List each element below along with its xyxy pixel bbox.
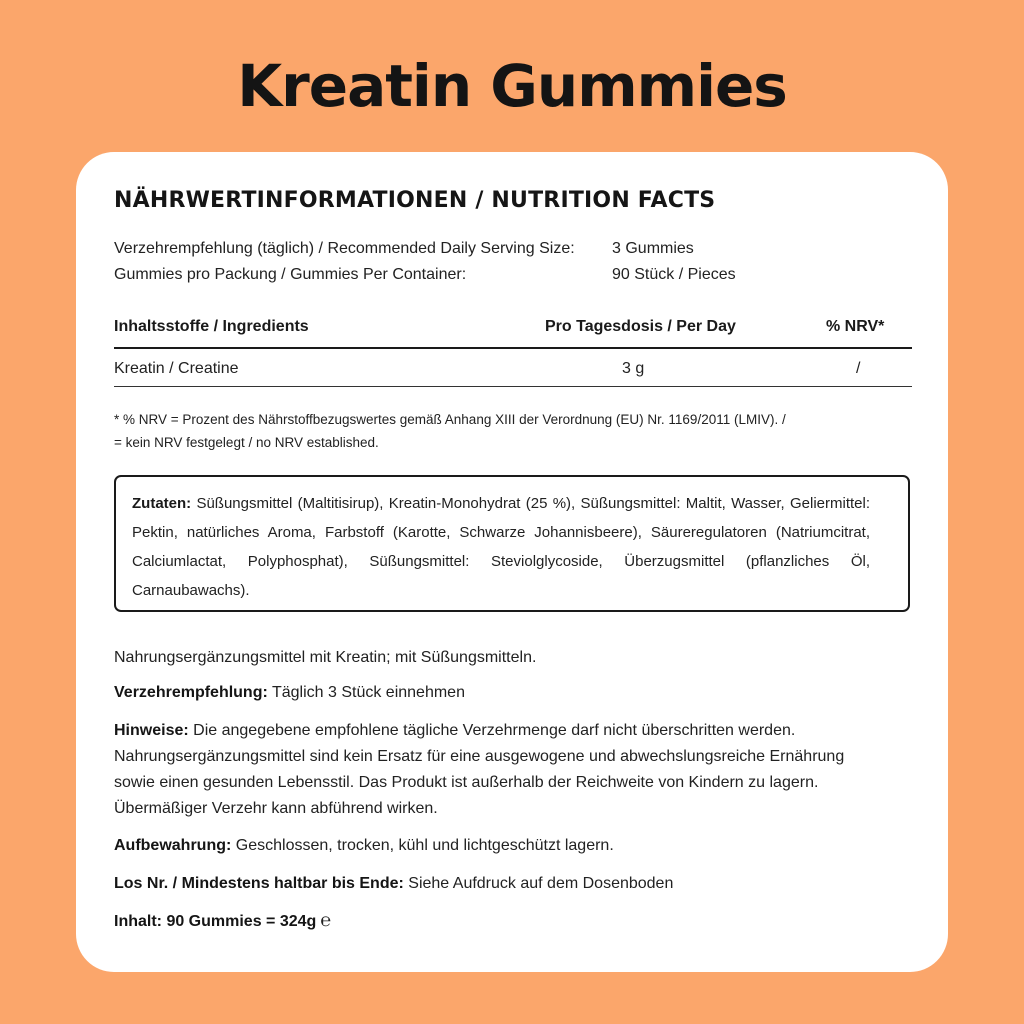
contents-text: Inhalt: 90 Gummies = 324g	[114, 913, 317, 930]
nrv-cell: /	[856, 360, 861, 377]
ingredients-label: Zutaten:	[132, 495, 192, 512]
ingredient-cell: Kreatin / Creatine	[114, 360, 239, 377]
page-title: Kreatin Gummies	[237, 52, 787, 120]
storage-label: Aufbewahrung:	[114, 837, 232, 854]
notes-label: Hinweise:	[114, 722, 189, 739]
dosage-label: Verzehrempfehlung:	[114, 684, 268, 701]
nutrition-card	[76, 152, 948, 972]
nrv-footnote	[114, 408, 874, 454]
ingredients-text: Süßungsmittel (Maltitisirup), Kreatin-Monohydrat (25 %), Süßungsmittel: Maltit, Wasser, Geliermittel: Pektin, natürliches Aroma, Farbstoff (Karotte, Schwarze Johannisbeere), Säureregulatoren (Natriumcitrat, Calciumlactat, Polyphosphat), Süßungsmittel: Steviolglycoside, Überzugsmittel (pflanzliches Öl, Carnaubawachs).	[132, 495, 870, 599]
dosage-text: Täglich 3 Stück einnehmen	[271, 684, 465, 701]
nutrition-table-header	[114, 318, 912, 348]
notes-block	[114, 718, 869, 822]
storage-line	[114, 833, 874, 859]
contents-line	[114, 908, 874, 935]
per-container-label: Gummies pro Packung / Gummies Per Container:	[114, 266, 467, 283]
product-type-text: Nahrungsergänzungsmittel mit Kreatin; mit Süßungsmitteln.	[114, 649, 537, 666]
column-header-ingredients: Inhaltsstoffe / Ingredients	[114, 318, 309, 335]
estimated-sign-icon: ℮	[320, 910, 332, 931]
batch-text: Siehe Aufdruck auf dem Dosenboden	[408, 875, 674, 892]
batch-label: Los Nr. / Mindestens haltbar bis Ende:	[114, 875, 404, 892]
ingredients-box	[114, 475, 910, 612]
column-header-per-day: Pro Tagesdosis / Per Day	[545, 318, 736, 335]
notes-text: Die angegebene empfohlene tägliche Verzehrmenge darf nicht überschritten werden. Nahrungsergänzungsmittel sind kein Ersatz für eine ausgewogene und abwechslungsreiche Ernährung sowie einen gesunden Lebensstil. Das Produkt ist außerhalb der Reichweite von Kindern zu lagern. Übermäßiger Verzehr kann abführend wirken.	[114, 722, 845, 817]
per-container-value: 90 Stück / Pieces	[612, 266, 736, 283]
dosage-line	[114, 680, 874, 706]
column-header-nrv: % NRV*	[826, 318, 885, 335]
table-row	[114, 360, 912, 386]
footnote-line-1: * % NRV = Prozent des Nährstoffbezugswertes gemäß Anhang XIII der Verordnung (EU) Nr. 1169/2011 (LMIV). /	[114, 412, 786, 427]
batch-line	[114, 871, 874, 897]
table-bottom-divider	[114, 386, 912, 387]
storage-text: Geschlossen, trocken, kühl und lichtgeschützt lagern.	[235, 837, 614, 854]
serving-size-value: 3 Gummies	[612, 240, 694, 257]
serving-size-label: Verzehrempfehlung (täglich) / Recommended Daily Serving Size:	[114, 240, 575, 257]
table-header-divider	[114, 347, 912, 349]
footnote-line-2: = kein NRV festgelegt / no NRV established.	[114, 435, 379, 450]
per-day-cell: 3 g	[622, 360, 645, 377]
nutrition-facts-heading: NÄHRWERTINFORMATIONEN / NUTRITION FACTS	[114, 188, 716, 213]
